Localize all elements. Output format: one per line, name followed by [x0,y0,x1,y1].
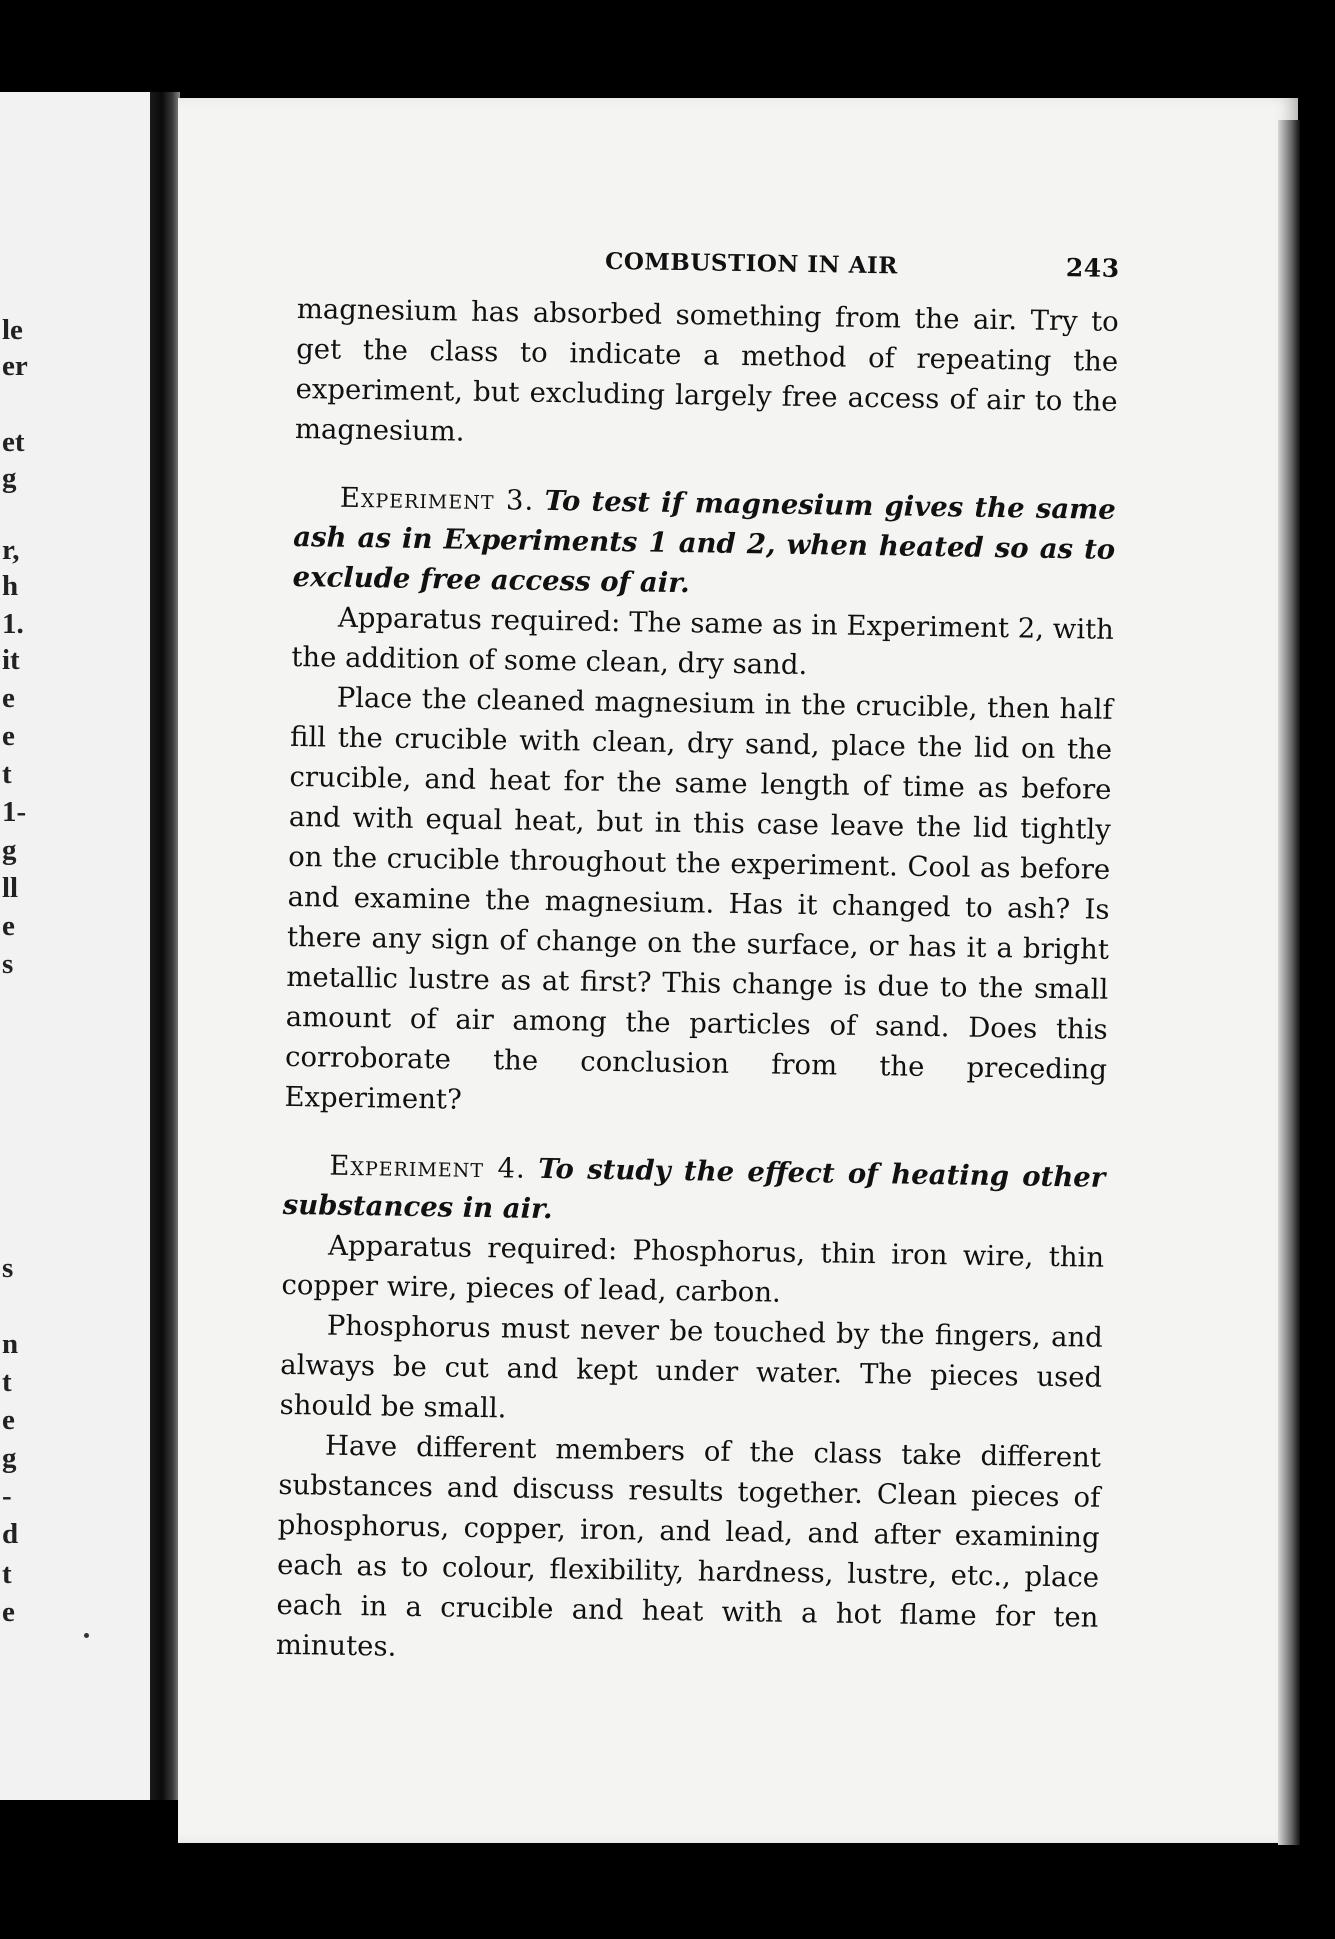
facing-page-fragment: e [2,682,15,714]
facing-page-fragment: e [2,1596,15,1628]
facing-page-fragment: h [2,570,19,602]
experiment-3-apparatus: Apparatus required: The same as in Experiment 2, with the addition of some clean, dry sand. [291,601,1115,682]
facing-page-fragment: r, [2,534,20,566]
facing-page-fragment: ll [2,872,19,904]
facing-page-fragment: s [2,1252,14,1284]
experiment-4-heading [282,1145,1105,1238]
facing-page-fragment: t [2,1366,12,1398]
facing-page-fragment: s [2,948,14,980]
experiment-4-apparatus: Apparatus required: Phosphorus, thin iron wire, thin copper wire, pieces of lead, carbon. [281,1229,1105,1309]
print-speck [84,1633,89,1638]
facing-page-fragment: d [2,1518,19,1550]
facing-page-fragment: it [2,644,20,676]
experiment-3-heading [292,477,1116,610]
experiment-4-caution: Phosphorus must never be touched by the fingers, and always be cut and kept under water. The pieces used should be small. [279,1309,1104,1425]
facing-page-fragment: e [2,1404,15,1436]
facing-page-fragment: e [2,910,15,942]
facing-page-fragment: n [2,1328,19,1360]
experiment-4-title: To study the effect of heating other substances in air. [282,1152,1106,1226]
facing-page-fragment: 1- [2,796,27,828]
paragraph-continuation: magnesium has absorbed something from the air. Try to get the class to indicate a method of repeating the experiment, but excluding largely free access of air to the magnesium. [294,292,1120,448]
facing-page-fragment: - [2,1480,12,1512]
facing-page-fragment: g [2,1442,17,1474]
facing-page-fragment: t [2,758,12,790]
experiment-4-procedure: Have different members of the class take different substances and discuss results together. Clean pieces of phosphorus, copper, iron, and lead, and after examining each as to colour, flexibility, hardness, lustre, etc., place each in a crucible and heat with a hot flame for ten minutes. [275,1429,1102,1663]
facing-page-fragment: g [2,834,17,866]
facing-page-fragment: le [2,314,23,346]
running-title: COMBUSTION IN AIR [604,247,899,280]
facing-page-strip [0,92,152,1800]
experiment-3-procedure: Place the cleaned magnesium in the crucible, then half fill the crucible with clean, dry sand, place the lid on the crucible, and heat for the same length of time as before and with equal heat, but in this case leave the lid tightly on the crucible throughout the experiment. Cool as before and examine the magnesium. Has it changed to ash? Is there any sign of change on the surface, or has it a bright metallic lustre as at first? This change is due to the small amount of air among the particles of sand. Does this corroborate the conclusion from the preceding Experiment? [284,681,1113,1116]
facing-page-fragment: 1. [2,608,24,640]
book-gutter [150,92,180,1800]
page-edge-shadow [1278,120,1300,1845]
facing-page-fragment: e [2,720,15,752]
experiment-3-label: Experiment 3. [339,481,535,517]
page-number: 243 [1065,253,1120,283]
facing-page-fragment: et [2,426,25,458]
experiment-3-title: To test if magnesium gives the same ash as in Experiments 1 and 2, when heated so as to exclude free access of air. [292,484,1117,600]
page-content [276,236,1120,1678]
facing-page-fragment: t [2,1558,12,1590]
facing-page-fragment: g [2,462,17,494]
facing-page-fragment: er [2,350,28,382]
experiment-4-label: Experiment 4. [329,1149,527,1185]
